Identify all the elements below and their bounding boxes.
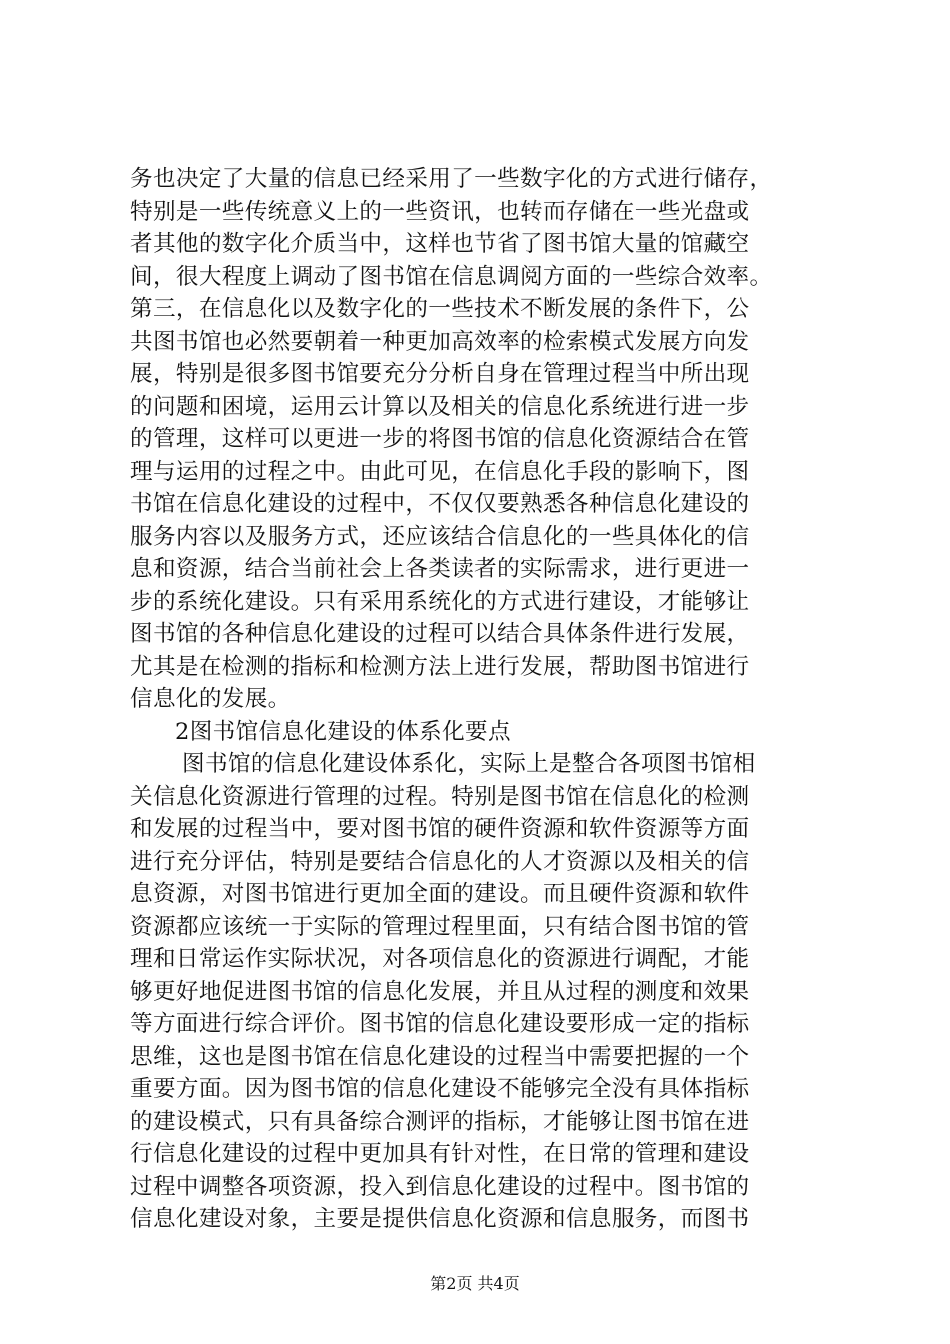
text-line: 关信息化资源进行管理的过程。特别是图书馆在信息化的检测 <box>130 783 750 810</box>
text-line: 展，特别是很多图书馆要充分分析自身在管理过程当中所出现 <box>130 361 750 387</box>
text-line: 息和资源，结合当前社会上各类读者的实际需求，进行更进一 <box>130 556 750 582</box>
text-line: 图书馆的各种信息化建设的过程可以结合具体条件进行发展， <box>130 621 750 647</box>
text-line: 理与运用的过程之中。由此可见，在信息化手段的影响下，图 <box>130 458 750 485</box>
section-heading: 2图书馆信息化建设的体系化要点 <box>175 718 511 745</box>
text-line: 进行充分评估，特别是要结合信息化的人才资源以及相关的信 <box>130 848 750 875</box>
paragraph <box>130 748 830 1236</box>
text-line: 过程中调整各项资源，投入到信息化建设的过程中。图书馆的 <box>130 1173 750 1200</box>
text-line: 理和日常运作实际状况，对各项信息化的资源进行调配，才能 <box>130 946 750 972</box>
text-line: 共图书馆也必然要朝着一种更加高效率的检索模式发展方向发 <box>130 328 750 355</box>
text-line: 务也决定了大量的信息已经采用了一些数字化的方式进行储存， <box>130 166 773 192</box>
text-line: 第三，在信息化以及数字化的一些技术不断发展的条件下，公 <box>130 296 750 322</box>
body-text <box>130 163 830 1236</box>
text-line: 特别是一些传统意义上的一些资讯，也转而存储在一些光盘或 <box>130 198 750 225</box>
text-line: 者其他的数字化介质当中，这样也节省了图书馆大量的馆藏空 <box>130 231 750 257</box>
text-line: 信息化的发展。 <box>130 686 291 712</box>
text-line: 重要方面。因为图书馆的信息化建设不能够完全没有具体指标 <box>130 1076 750 1102</box>
text-line: 思维，这也是图书馆在信息化建设的过程当中需要把握的一个 <box>130 1043 750 1070</box>
text-line: 间，很大程度上调动了图书馆在信息调阅方面的一些综合效率。 <box>130 263 773 290</box>
text-line: 行信息化建设的过程中更加具有针对性，在日常的管理和建设 <box>130 1141 750 1167</box>
text-line: 步的系统化建设。只有采用系统化的方式进行建设，才能够让 <box>130 588 750 615</box>
paragraph <box>130 163 830 716</box>
text-line: 尤其是在检测的指标和检测方法上进行发展，帮助图书馆进行 <box>130 653 750 680</box>
text-line: 息资源，对图书馆进行更加全面的建设。而且硬件资源和软件 <box>130 881 750 907</box>
text-line: 资源都应该统一于实际的管理过程里面，只有结合图书馆的管 <box>130 913 750 940</box>
text-line: 够更好地促进图书馆的信息化发展，并且从过程的测度和效果 <box>130 978 750 1005</box>
text-line: 的建设模式，只有具备综合测评的指标，才能够让图书馆在进 <box>130 1108 750 1135</box>
text-line: 图书馆的信息化建设体系化，实际上是整合各项图书馆相 <box>182 751 756 777</box>
text-line: 书馆在信息化建设的过程中，不仅仅要熟悉各种信息化建设的 <box>130 491 750 517</box>
text-line: 服务内容以及服务方式，还应该结合信息化的一些具体化的信 <box>130 523 750 550</box>
text-line: 和发展的过程当中，要对图书馆的硬件资源和软件资源等方面 <box>130 816 750 842</box>
text-line: 的管理，这样可以更进一步的将图书馆的信息化资源结合在管 <box>130 426 750 452</box>
text-line: 等方面进行综合评价。图书馆的信息化建设要形成一定的指标 <box>130 1011 750 1037</box>
text-line: 信息化建设对象，主要是提供信息化资源和信息服务，而图书 <box>130 1206 750 1232</box>
page-number-footer: 第2页 共4页 <box>430 1274 520 1293</box>
text-line: 的问题和困境，运用云计算以及相关的信息化系统进行进一步 <box>130 393 750 420</box>
